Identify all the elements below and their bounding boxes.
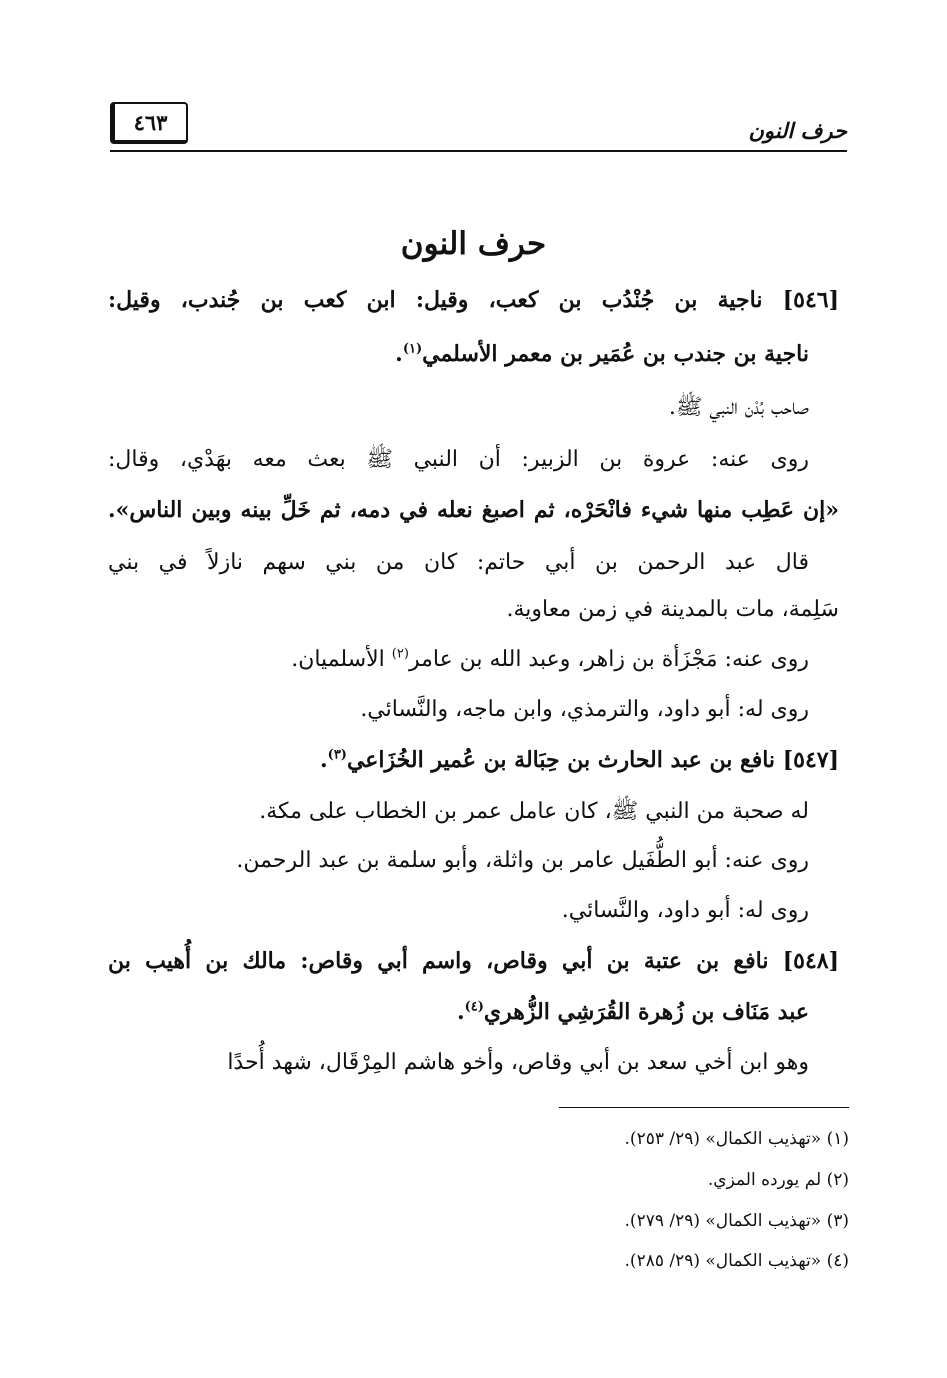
footnote-ref-2: (٢)	[391, 646, 409, 662]
body-line: صاحب بُدْن النبي ﷺ.	[668, 395, 809, 420]
running-title: حرف النون	[748, 118, 847, 143]
hadith-quote: «إن عَطِب منها شيء فانْحَرْه، ثم اصبغ نعله في دمه، ثم خَلِّ بينه وبين الناس».	[108, 497, 839, 523]
body-line: روى عنه: مَجْزَأة بن زاهر، وعبد الله بن عامر$^{(٢)}$ الأسلميان.	[291, 646, 809, 672]
footnote-rule	[559, 1107, 849, 1108]
body-line: له صحبة من النبي ﷺ، كان عامل عمر بن الخطاب على مكة.	[259, 799, 809, 824]
entry-547-heading: [٥٤٧] نافع بن عبد الحارث بن حِبَالة بن عُمير الخُزَاعي$^{(٣)}$.	[319, 747, 839, 773]
footnote-4: (٤) «تهذيب الكمال» (٢٩/ ٢٨٥).	[624, 1251, 849, 1271]
footnote-2: (٢) لم يورده المزي.	[707, 1170, 849, 1190]
body-line: روى له: أبو داود، والترمذي، وابن ماجه، والنَّسائي.	[360, 697, 809, 722]
header-rule	[110, 150, 847, 152]
entry-548-heading-cont: عبد مَنَاف بن زُهرة القُرَشِي الزُّهري$^{(٤)}$.	[456, 999, 809, 1025]
footnote-3: (٣) «تهذيب الكمال» (٢٩/ ٢٧٩).	[624, 1211, 849, 1231]
footnote-1: (١) «تهذيب الكمال» (٢٩/ ٢٥٣).	[624, 1129, 849, 1149]
body-line: قال عبد الرحمن بن أبي حاتم: كان من بني سهم نازلاً في بني	[108, 550, 809, 575]
footnote-ref-4: (٤)	[464, 999, 484, 1015]
footnote-ref-1: (١)	[402, 341, 423, 357]
footnote-ref-3: (٣)	[327, 747, 347, 763]
entry-546-heading-cont: ناجية بن جندب بن عُمَير بن معمر الأسلمي$^{(١)}$.	[395, 341, 809, 367]
body-line: روى عنه: عروة بن الزبير: أن النبي ﷺ بعث معه بهَدْي، وقال:	[108, 447, 809, 472]
chapter-title: حرف النون	[400, 226, 547, 262]
page-number: ٤٦٣	[110, 102, 188, 144]
entry-546-heading: [٥٤٦] ناجية بن جُنْدُب بن كعب، وقيل: ابن كعب بن جُندب، وقيل:	[108, 287, 839, 313]
body-line: وهو ابن أخي سعد بن أبي وقاص، وأخو هاشم المِرْقَال، شهد أُحدًا	[227, 1050, 809, 1075]
body-line: سَلِمة، مات بالمدينة في زمن معاوية.	[506, 597, 839, 622]
body-line: روى له: أبو داود، والنَّسائي.	[561, 898, 809, 923]
entry-548-heading: [٥٤٨] نافع بن عتبة بن أبي وقاص، واسم أبي وقاص: مالك بن أُهيب بن	[108, 948, 839, 974]
body-line: روى عنه: أبو الطُّفَيل عامر بن واثلة، وأبو سلمة بن عبد الرحمن.	[236, 848, 809, 873]
